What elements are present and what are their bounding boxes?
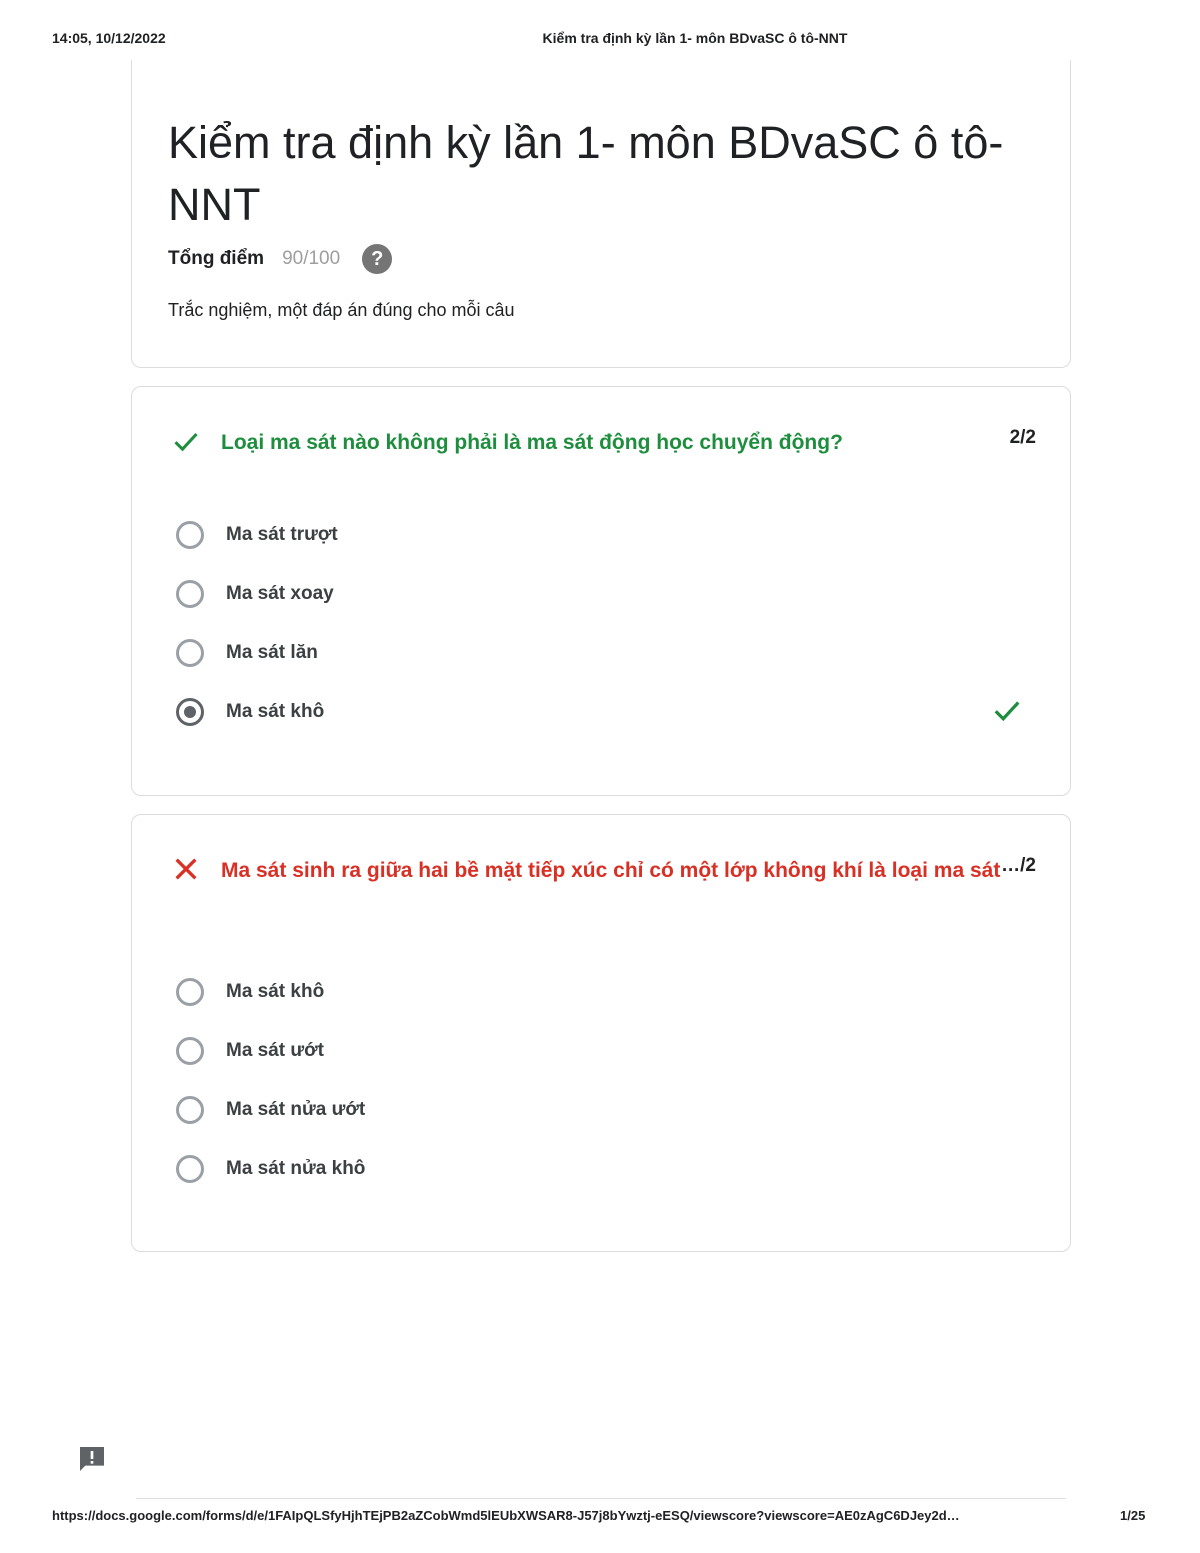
question-card-1 <box>131 386 1071 796</box>
question-card-2 <box>131 814 1071 1252</box>
option-2[interactable] <box>176 1034 324 1068</box>
form-description: Trắc nghiệm, một đáp án đúng cho mỗi câu <box>168 300 515 320</box>
radio-button[interactable] <box>176 978 204 1006</box>
option-4[interactable] <box>176 1152 365 1186</box>
cross-icon <box>172 855 200 883</box>
option-label: Ma sát nửa khô <box>226 1158 366 1179</box>
print-datetime: 14:05, 10/12/2022 <box>52 30 166 46</box>
question-points: …/2 <box>1001 855 1036 876</box>
question-text: Loại ma sát nào không phải là ma sát động học chuyển động? <box>221 431 843 454</box>
question-points: 2/2 <box>1009 427 1036 448</box>
option-label: Ma sát trượt <box>226 524 338 545</box>
radio-button[interactable] <box>176 521 204 549</box>
option-label: Ma sát nửa ướt <box>226 1099 366 1120</box>
option-4[interactable] <box>176 695 324 729</box>
footer-divider <box>136 1498 1066 1499</box>
radio-button-selected[interactable] <box>176 698 204 726</box>
print-doc-title: Kiểm tra định kỳ lần 1- môn BDvaSC ô tô-NNT <box>542 30 848 46</box>
score-value: 90/100 <box>282 248 341 269</box>
option-label: Ma sát ướt <box>226 1040 325 1061</box>
total-score <box>168 244 392 274</box>
option-label: Ma sát khô <box>226 701 325 722</box>
question-mark-icon[interactable]: ? <box>362 244 392 274</box>
option-2[interactable] <box>176 577 334 611</box>
print-header <box>0 30 1200 50</box>
footer-page-number: 1/25 <box>1120 1508 1146 1523</box>
radio-button[interactable] <box>176 639 204 667</box>
option-1[interactable] <box>176 518 338 552</box>
checkmark-icon <box>172 427 200 455</box>
option-label: Ma sát xoay <box>226 583 334 604</box>
page-title: Kiểm tra định kỳ lần 1- môn BDvaSC ô tô-NNT <box>168 117 1004 230</box>
radio-button[interactable] <box>176 1037 204 1065</box>
report-feedback-icon[interactable] <box>76 1443 108 1475</box>
option-label: Ma sát lăn <box>226 642 318 663</box>
option-label: Ma sát khô <box>226 981 325 1002</box>
radio-button[interactable] <box>176 1096 204 1124</box>
radio-button[interactable] <box>176 580 204 608</box>
form-header-card <box>131 60 1071 368</box>
option-3[interactable] <box>176 636 318 670</box>
footer-url: https://docs.google.com/forms/d/e/1FAIpQLSfyHjhTEjPB2aZCobWmd5lEUbXWSAR8-J57j8bYwztj-eESQ/viewscore?viewscore=AE0zAgC6DJey2d… <box>52 1508 960 1523</box>
option-3[interactable] <box>176 1093 365 1127</box>
score-label: Tổng điểm <box>168 248 265 269</box>
question-text: Ma sát sinh ra giữa hai bề mặt tiếp xúc chỉ có một lớp không khí là loại ma sát <box>221 859 1001 882</box>
radio-button[interactable] <box>176 1155 204 1183</box>
option-1[interactable] <box>176 975 324 1009</box>
correct-answer-checkmark-icon <box>992 695 1022 725</box>
